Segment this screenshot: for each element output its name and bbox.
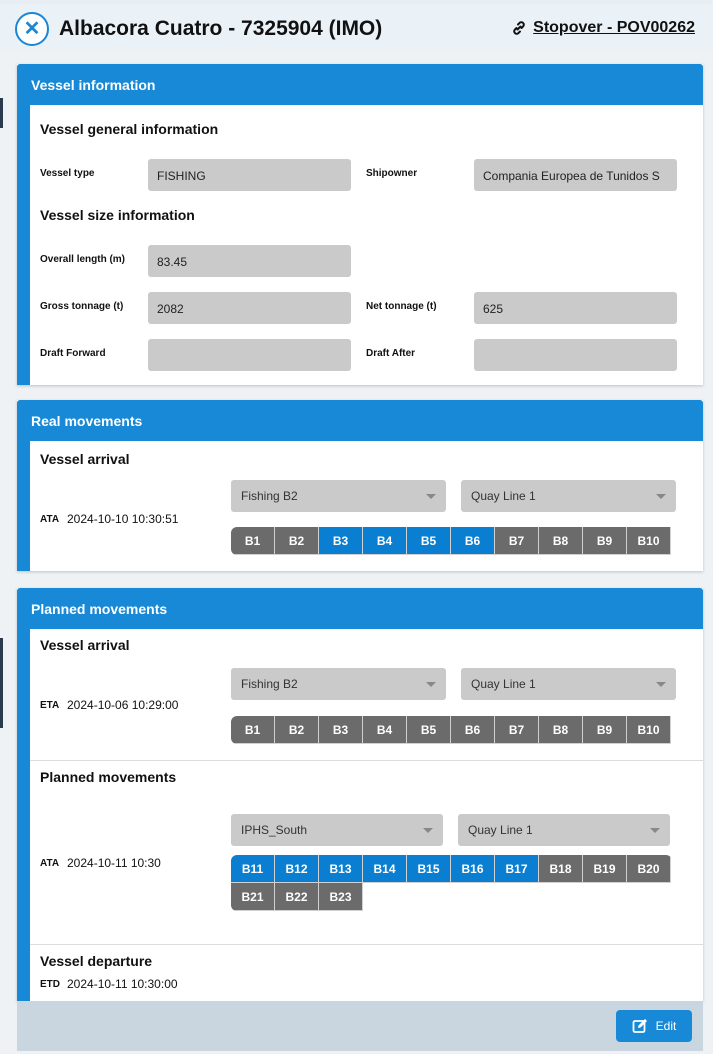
berth-b22[interactable]: B22 — [275, 883, 319, 911]
berth-b5[interactable]: B5 — [407, 716, 451, 744]
edit-button[interactable] — [616, 1010, 692, 1042]
planned-arrival-quay-value: Quay Line 1 — [471, 677, 536, 691]
gross-tonnage-label: Gross tonnage (t) — [40, 301, 124, 312]
berth-b2[interactable]: B2 — [275, 716, 319, 744]
berth-b12[interactable]: B12 — [275, 855, 319, 883]
berth-b6[interactable]: B6 — [451, 716, 495, 744]
real-quay-select[interactable] — [461, 480, 676, 512]
net-tonnage-label: Net tonnage (t) — [366, 301, 437, 312]
planned-movements-panel — [17, 588, 703, 1001]
close-icon: ✕ — [23, 18, 41, 40]
planned-movement-quay-value: Quay Line 1 — [468, 823, 533, 837]
vessel-type-field: FISHING — [148, 159, 351, 191]
edit-icon — [632, 1018, 648, 1034]
draft-after-label: Draft After — [366, 348, 416, 359]
page-title: Albacora Cuatro - 7325904 (IMO) — [59, 17, 383, 40]
berth-b16[interactable]: B16 — [451, 855, 495, 883]
real-arrival-title: Vessel arrival — [40, 451, 130, 467]
berth-b7[interactable]: B7 — [495, 716, 539, 744]
berth-b3[interactable]: B3 — [319, 527, 363, 555]
draft-forward-field — [148, 339, 351, 371]
real-ata-value: 2024-10-10 10:30:51 — [67, 512, 179, 526]
berth-b18[interactable]: B18 — [539, 855, 583, 883]
planned-arrival-title: Vessel arrival — [40, 637, 130, 653]
chevron-down-icon — [426, 494, 436, 499]
vessel-general-title: Vessel general information — [40, 121, 219, 137]
shipowner-field: Compania Europea de Tunidos S — [474, 159, 677, 191]
berth-b20[interactable]: B20 — [627, 855, 671, 883]
chevron-down-icon — [656, 494, 666, 499]
vessel-size-title: Vessel size information — [40, 207, 195, 223]
real-quay-select-value: Quay Line 1 — [471, 489, 536, 503]
planned-eta-label: ETA — [40, 700, 60, 711]
berth-b1[interactable]: B1 — [231, 716, 275, 744]
vessel-information-header: Vessel information — [17, 64, 703, 105]
planned-ata-label: ATA — [40, 858, 60, 869]
chevron-down-icon — [656, 682, 666, 687]
berth-b10[interactable]: B10 — [627, 716, 671, 744]
overall-length-field: 83.45 — [148, 245, 351, 277]
berth-b21[interactable]: B21 — [231, 883, 275, 911]
planned-etd-label: ETD — [40, 979, 60, 990]
planned-eta-value: 2024-10-06 10:29:00 — [67, 698, 179, 712]
berth-b13[interactable]: B13 — [319, 855, 363, 883]
link-icon — [511, 20, 527, 36]
real-berth-selector — [231, 527, 677, 555]
real-dock-select[interactable] — [231, 480, 446, 512]
real-movements-header: Real movements — [17, 400, 703, 441]
planned-movement-quay-select[interactable] — [458, 814, 670, 846]
planned-movement-title: Planned movements — [40, 769, 177, 785]
berth-b8[interactable]: B8 — [539, 716, 583, 744]
shipowner-label: Shipowner — [366, 168, 418, 179]
berth-b4[interactable]: B4 — [363, 716, 407, 744]
real-ata-label: ATA — [40, 514, 60, 525]
chevron-down-icon — [650, 828, 660, 833]
berth-b14[interactable]: B14 — [363, 855, 407, 883]
planned-arrival-quay-select[interactable] — [461, 668, 676, 700]
planned-movement-dock-value: IPHS_South — [241, 823, 308, 837]
real-movements-panel — [17, 400, 703, 571]
chevron-down-icon — [426, 682, 436, 687]
berth-b11[interactable]: B11 — [231, 855, 275, 883]
stopover-link[interactable] — [511, 19, 695, 37]
planned-etd-value: 2024-10-11 10:30:00 — [67, 977, 178, 991]
stopover-link-label: Stopover - POV00262 — [533, 19, 695, 36]
planned-movements-header: Planned movements — [17, 588, 703, 629]
berth-b7[interactable]: B7 — [495, 527, 539, 555]
edit-button-label: Edit — [655, 1019, 677, 1033]
berth-b3[interactable]: B3 — [319, 716, 363, 744]
berth-b2[interactable]: B2 — [275, 527, 319, 555]
dialog-body[interactable] — [0, 50, 713, 1054]
berth-b8[interactable]: B8 — [539, 527, 583, 555]
berth-b15[interactable]: B15 — [407, 855, 451, 883]
berth-b9[interactable]: B9 — [583, 716, 627, 744]
berth-b4[interactable]: B4 — [363, 527, 407, 555]
planned-movement-dock-select[interactable] — [231, 814, 443, 846]
draft-forward-label: Draft Forward — [40, 348, 106, 359]
berth-b17[interactable]: B17 — [495, 855, 539, 883]
vessel-type-label: Vessel type — [40, 168, 95, 179]
berth-b1[interactable]: B1 — [231, 527, 275, 555]
berth-b10[interactable]: B10 — [627, 527, 671, 555]
berth-b6[interactable]: B6 — [451, 527, 495, 555]
planned-arrival-berth-selector — [231, 716, 677, 744]
berth-b9[interactable]: B9 — [583, 527, 627, 555]
net-tonnage-field: 625 — [474, 292, 677, 324]
berth-b23[interactable]: B23 — [319, 883, 363, 911]
gross-tonnage-field: 2082 — [148, 292, 351, 324]
draft-after-field — [474, 339, 677, 371]
berth-b5[interactable]: B5 — [407, 527, 451, 555]
vessel-information-panel — [17, 64, 703, 385]
planned-arrival-dock-select[interactable] — [231, 668, 446, 700]
overall-length-label: Overall length (m) — [40, 254, 126, 265]
dialog-footer — [17, 1001, 703, 1051]
close-button[interactable] — [15, 12, 49, 46]
berth-b19[interactable]: B19 — [583, 855, 627, 883]
planned-movement-berth-selector — [231, 855, 672, 911]
dialog-header — [0, 4, 713, 50]
planned-departure-title: Vessel departure — [40, 953, 153, 969]
chevron-down-icon — [423, 828, 433, 833]
planned-ata-value: 2024-10-11 10:30 — [67, 856, 161, 870]
real-dock-select-value: Fishing B2 — [241, 489, 298, 503]
planned-arrival-dock-value: Fishing B2 — [241, 677, 298, 691]
